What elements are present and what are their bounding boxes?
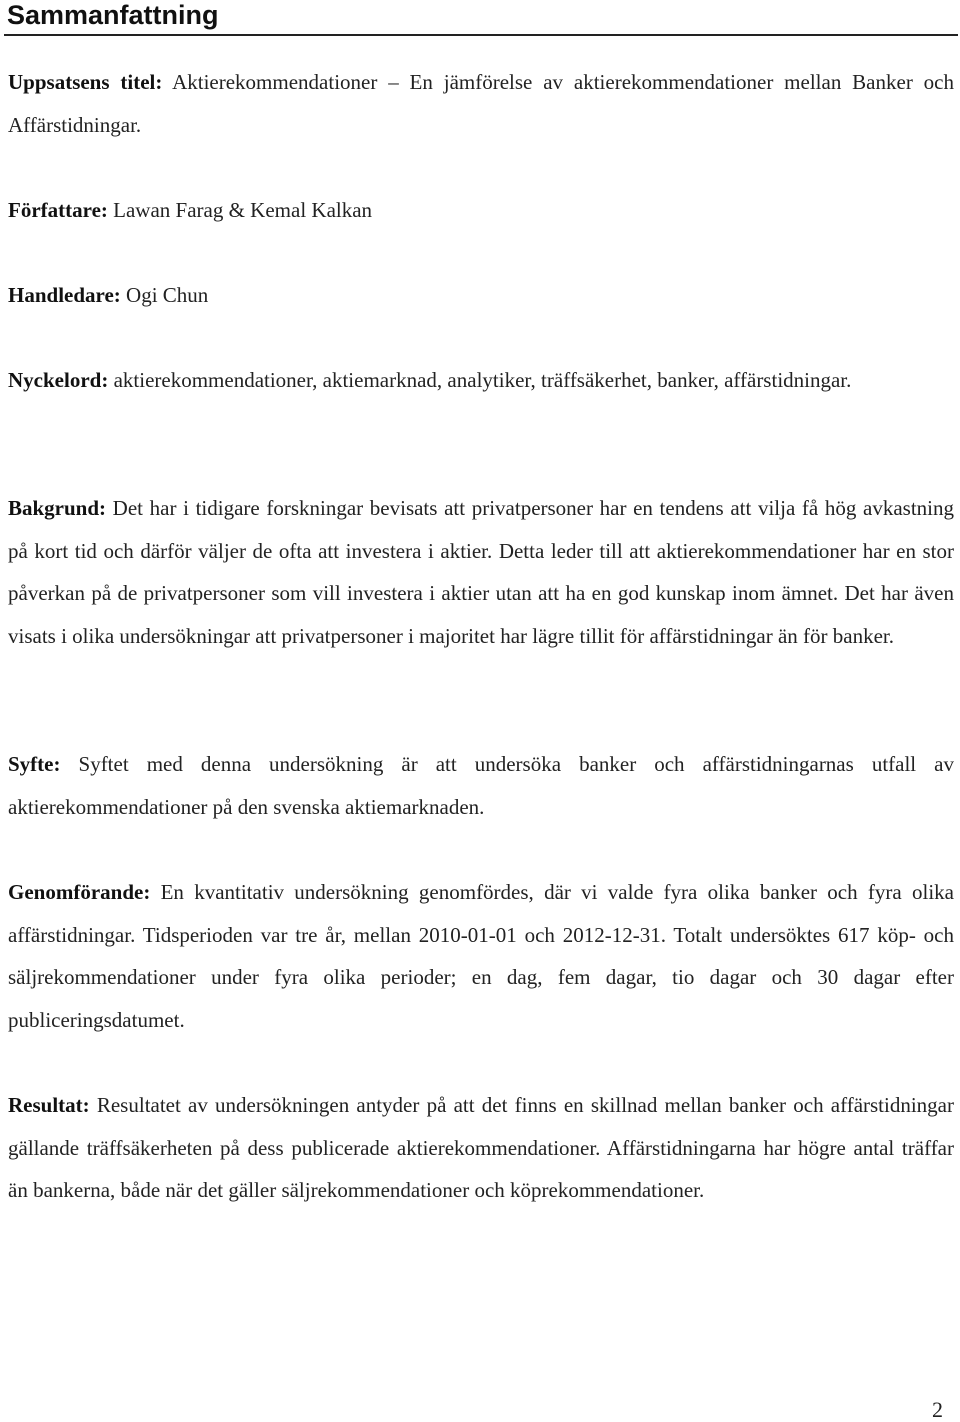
- results-text: Resultatet av undersökningen antyder på att det finns en skillnad mellan banker och affärstidningar gällande träffsäkerheten på dess publicerade aktierekommendationer. Affärstidningarna har högre antal träffar än bankerna, både när det gäller säljrekommendationer och köprekommendationer.: [8, 1093, 954, 1202]
- keywords-label: Nyckelord:: [8, 368, 109, 392]
- heading-divider: [4, 34, 958, 36]
- results-paragraph: [8, 1084, 954, 1212]
- keywords-paragraph: [8, 359, 954, 402]
- authors-label: Författare:: [8, 198, 108, 222]
- results-label: Resultat:: [8, 1093, 90, 1117]
- purpose-paragraph: [8, 743, 954, 828]
- thesis-title-paragraph: [8, 61, 954, 146]
- page-number: 2: [932, 1397, 943, 1422]
- thesis-title-label: Uppsatsens titel:: [8, 70, 163, 94]
- supervisor-paragraph: [8, 274, 954, 317]
- supervisor-text: Ogi Chun: [120, 283, 209, 307]
- method-paragraph: [8, 871, 954, 1041]
- page-heading: Sammanfattning: [7, 0, 219, 30]
- purpose-label: Syfte:: [8, 752, 61, 776]
- authors-paragraph: [8, 189, 954, 232]
- supervisor-label: Handledare:: [8, 283, 121, 307]
- method-text: En kvantitativ undersökning genomfördes, där vi valde fyra olika banker och fyra olika affärstidningar. Tidsperioden var tre år, mellan 2010-01-01 och 2012-12-31. Totalt undersöktes 617 köp- och säljrekommendationer under fyra olika perioder; en dag, fem dagar, tio dagar och 30 dagar efter publiceringsdatumet.: [8, 880, 954, 1032]
- background-label: Bakgrund:: [8, 496, 107, 520]
- purpose-text: Syftet med denna undersökning är att undersöka banker och affärstidningarnas utfall av aktierekommendationer på den svenska aktiemarknaden.: [8, 752, 954, 819]
- background-paragraph: [8, 487, 954, 657]
- authors-text: Lawan Farag & Kemal Kalkan: [107, 198, 373, 222]
- thesis-title-text: Aktierekommendationer – En jämförelse av aktierekommendationer mellan Banker och Affärstidningar.: [8, 70, 954, 137]
- keywords-text: aktierekommendationer, aktiemarknad, analytiker, träffsäkerhet, banker, affärstidningar.: [108, 368, 852, 392]
- method-label: Genomförande:: [8, 880, 151, 904]
- background-text: Det har i tidigare forskningar bevisats att privatpersoner har en tendens att vilja få hög avkastning på kort tid och därför väljer de ofta att investera i aktier. Detta leder till att aktierekommendationer har en stor påverkan på de privatpersoner som vill investera i aktier utan att ha en god kunskap inom ämnet. Det har även visats i olika undersökningar att privatpersoner i majoritet har lägre tillit för affärstidningar än för banker.: [8, 496, 954, 648]
